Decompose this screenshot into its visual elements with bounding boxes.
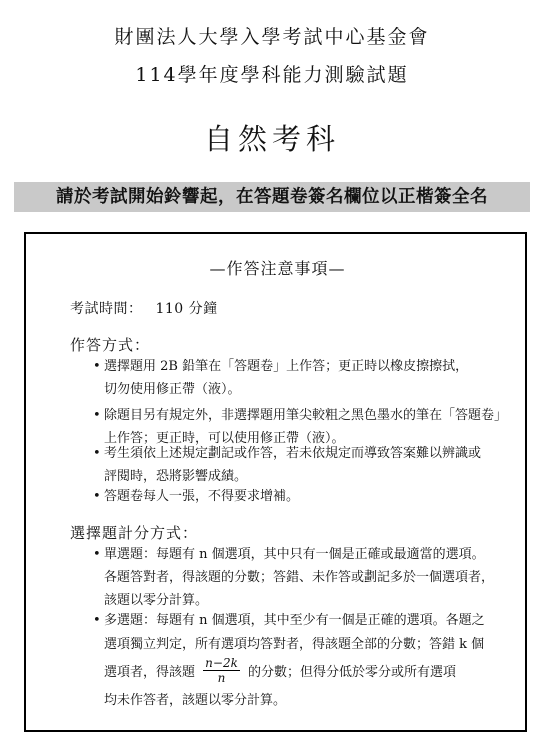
bullet-icon: •	[93, 613, 101, 628]
scoring-heading: 選擇題計分方式：	[70, 524, 199, 542]
single-choice-rule: • 單選題：每題有 n 個選項，其中只有一個是正確或最適當的選項。 各題答對者，得該題的分數；答錯、未作答或劃記多於一個選項者， 該題以零分計算。	[104, 543, 509, 612]
method-item: • 答題卷每人一張，不得要求增補。	[104, 485, 509, 508]
bullet-icon: •	[93, 547, 101, 562]
bullet-icon: •	[93, 446, 101, 461]
multi-choice-rule: • 多選題：每題有 n 個選項，其中至少有一個是正確的選項。各題之 選項獨立判定，所有選項均答對者，得該題全部的分數；答錯 k 個 選項者，得該題 $\frac{n-2k}{n}$ 的分數；但得分低於零分或所有選項 均未作答者，該題以零分計算。	[104, 609, 509, 713]
exam-time-label: 考試時間：	[70, 301, 143, 317]
fraction-denominator: n	[217, 671, 226, 685]
score-fraction	[203, 656, 240, 685]
bullet-icon: •	[93, 359, 101, 374]
bullet-icon: •	[93, 489, 101, 504]
method-heading: 作答方式：	[70, 336, 151, 354]
subject-title: 自然考科	[203, 122, 340, 156]
bullet-icon: •	[93, 408, 101, 423]
method-item: • 選擇題用 2B 鉛筆在「答題卷」上作答；更正時以橡皮擦擦拭， 切勿使用修正帶（液）。	[104, 355, 509, 401]
fraction-numerator: n−2k	[205, 656, 238, 670]
method-item: • 考生須依上述規定劃記或作答，若未依規定而導致答案難以辨識或 評閱時，恐將影響成績。	[104, 442, 509, 488]
instructions-box	[24, 232, 527, 732]
exam-time-value: 110 分鐘	[155, 301, 218, 317]
method-item: • 除題目另有規定外，非選擇題用筆尖較粗之黑色墨水的筆在「答題卷」 上作答；更正時，可以使用修正帶（液）。	[104, 404, 509, 450]
organization-title: 財團法人大學入學考試中心基金會	[114, 26, 430, 48]
exam-title: 114學年度學科能力測驗試題	[135, 64, 409, 86]
exam-time	[70, 298, 218, 318]
notice-title: —作答注意事項—	[209, 259, 346, 278]
signature-banner: 請於考試開始鈴響起，在答題卷簽名欄位以正楷簽全名	[14, 182, 530, 212]
